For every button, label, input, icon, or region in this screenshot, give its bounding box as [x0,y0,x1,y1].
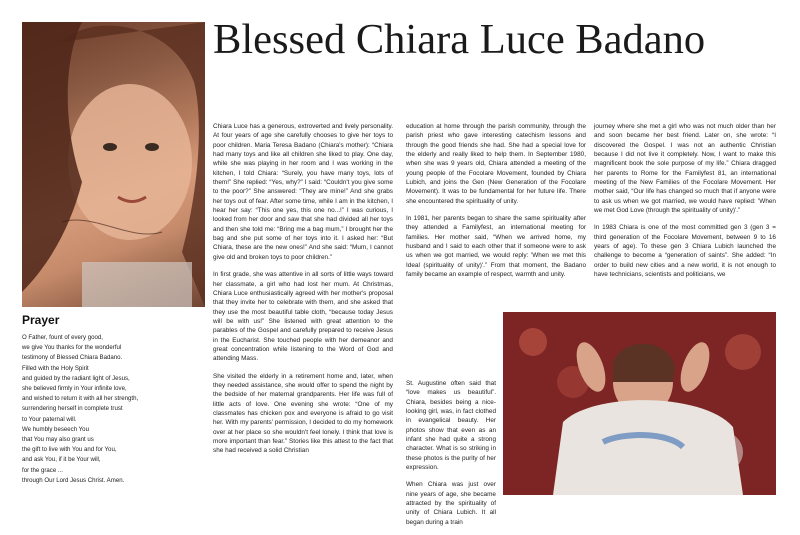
prayer-line: testimony of Blessed Chiara Badano. [22,354,123,362]
paragraph: St. Augustine often said that “love makes us beautiful”. Chiara, besides being a nice-looking girl, was, in fact clothed in evangelical beauty. Her photos show that even as an infant she had quite a strong character. What is so striking in these photos is the purity of her expression. [406,380,496,472]
prayer-heading: Prayer [22,313,60,327]
prayer-text [22,333,212,486]
paragraph: In first grade, she was attentive in all sorts of little ways toward her classmate, a girl who had lost her mum. At Christmas, Chiara Luce enthusiastically agreed with her mother's proposal that they invite her to celebrate with them, and she asked that they use the most beautiful table cloth, “because today Jesus will be with us!” She listened with great attention to the parables of the Gospel and carefully prepared to receive Jesus in the Eucharist. She touched people with her demeanor and great concentration while listening to the Word of God and attending Mass. [213,271,393,363]
prayer-line: to Your paternal will. [22,415,77,423]
prayer-line: that You may also grant us [22,436,94,444]
article-column-1 [213,122,393,464]
prayer-line: and wished to return it with all her strength, [22,395,139,403]
prayer-line: and guided by the radiant light of Jesus, [22,374,130,382]
paragraph: She visited the elderly in a retirement home and, later, when they needed assistance, she would offer to spend the night by the bedside of her maternal grandparents. Her life was full of little acts of love. One evening she wrote: “One of my classmates has chicken pox and everyone is afraid to go visit her. With my parents' permission, I decided to do my homework over at her place so she wouldn't feel lonely. I think that love is more important than fear.” Stories like this attest to the fact that she had received a solid Christian [213,372,393,455]
article-column-2-lower [406,379,496,535]
prayer-line: through Our Lord Jesus Christ. Amen. [22,476,125,484]
prayer-line: O Father, fount of every good, [22,334,103,341]
paragraph: education at home through the parish community, through the parish priest who gave interesting catechism lessons and through the good friends she had. She had a special love for the elderly and really liked to help them. In September 1980, when she was 9 years old, Chiara attended a meeting of the young people of the Focolare Movement, founded by Chiara Lubich, and joins the Gen (New Generation of the Focolare Movement). It was to be fundamental for her future life. There she encountered the spirituality of unity. [406,123,586,205]
bed-photo [503,312,776,495]
prayer-line: and ask You, if it be Your will, [22,456,101,464]
prayer-line: surrendering herself in complete trust [22,405,123,413]
portrait-illustration [22,22,205,307]
paragraph: In 1983 Chiara is one of the most committed gen 3 (gen 3 = third generation of the Focolare Movement, between 9 to 16 years of age). To these gen 3 Chiara Lubich launched the challenge to become a “generation of saints”. She added: “In order to build new cities and a new world, it is not enough to have technicians, scientists and politicians, we [594,224,776,279]
prayer-line: the gift to live with You and for You, [22,446,117,454]
paragraph: Chiara Luce has a generous, extroverted and lively personality. At four years of age she carefully chooses to give her toys to poor children. Maria Teresa Badano (Chiara's mother): “Chiara had many toys and like all children she liked to play. One day, while she was playing in her room and I was working in the kitchen, I told Chiara: “Surely, you have many toys, lots of them!” She replied: “Yes, why?” I said: “Couldn't you give some to the poor?” She answered: “They are mine!” And she grabs her toys out of fear. After some time, while I am in the kitchen, I hear her say: “This one yes, this one no...!” I was curious, I looked from her door and saw that she had divided all her toys and then she told me: “Bring me a bag mum,” I brought her the bag and she put some of her toys into it. I asked her: “But Chiara, these are the new ones!” And she said: “Mum, I cannot give old and broken toys to poor children.” [213,123,393,261]
prayer-line: we give You thanks for the wonderful [22,344,122,352]
page-title: Blessed Chiara Luce Badano [213,16,706,63]
bed-photo-illustration [503,312,776,495]
article-column-2 [406,122,586,288]
article-column-3 [594,122,776,288]
prayer-line: for the grace ... [22,466,63,474]
prayer-line: Filled with the Holy Spirit [22,364,89,372]
paragraph: journey where she met a girl who was not much older than her and soon became her best friend. Later on, she wrote: “I discovered the Gospel. I was not an authentic Christian because I did not live it completely. Now, I want to make this magnificent book the sole purpose of my life.” Chiara dragged her parents to Rome for the Familyfest 81, an international meeting of the New Families of the Focolare Movement. Her mother said, “Our life has changed so much that if anyone were to ask us when we got married, we would have replied: 'When we met God Love (through the spirituality of unity)'.” [594,123,776,215]
portrait-photo [22,22,205,307]
prayer-line: We humbly beseech You [22,425,89,433]
prayer-line: she believed firmly in Your infinite love, [22,385,127,393]
paragraph: When Chiara was just over nine years of age, she became attracted by the spirituality of unity of Chiara Lubich. It all began during a train [406,481,496,526]
paragraph: In 1981, her parents began to share the same spirituality after they attended a Familyfest, an international meeting for families. Her mother said, “When we arrived home, my husband and I said to each other that if someone were to ask us when we got married, we would reply: 'When we met this Ideal (spirituality of unity)'.” From that moment, the Badano family became an example of respect, warmth and unity. [406,215,586,279]
